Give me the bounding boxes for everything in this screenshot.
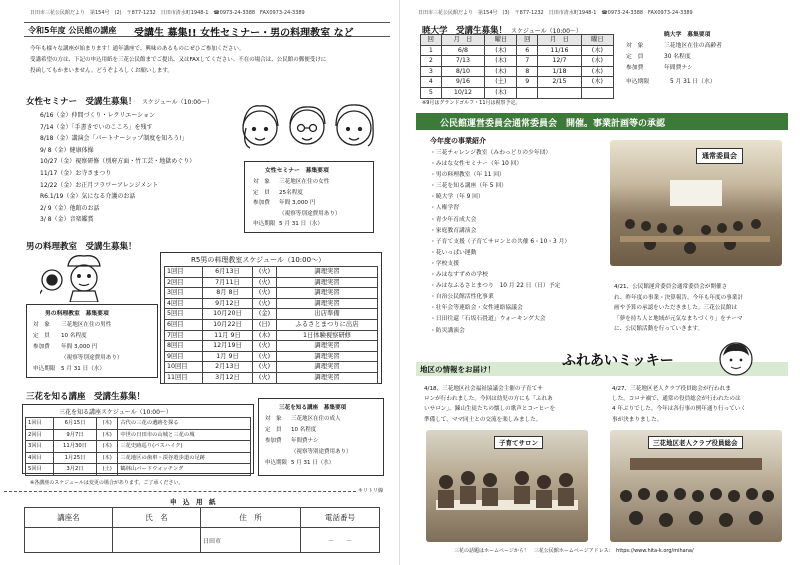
right-header: 日田市三花公民館だより 第154号 (3) 〒877-1232 日田市清水町1948-1 ☎0973-24-3388 FAX0973-24-3389 xyxy=(418,10,693,16)
list-item: ・日田往還「石坂石畳道」ウォーキング大会 xyxy=(430,316,546,323)
club-photo xyxy=(610,430,782,542)
gyo-schedule-label: スケジュール（10:00～） xyxy=(511,28,582,35)
table-cell: 5回目 xyxy=(26,464,54,476)
recruit-title: 暁大学 募集要項 xyxy=(664,32,711,38)
table-header-cell: 回 xyxy=(421,35,442,46)
committee-photo-label: 通常委員会 xyxy=(696,148,743,164)
table-cell: 8 xyxy=(517,66,538,77)
table-cell: 6月15日 xyxy=(54,418,97,430)
cooking-schedule-title: R5男の料理教室スケジュール（10:00～） xyxy=(191,256,326,264)
form-header-course: 講座名 xyxy=(25,508,113,528)
club-text xyxy=(612,384,746,425)
table-cell xyxy=(517,87,538,98)
recruit-title: 女性セミナー 募集要項 xyxy=(265,168,329,174)
table-row xyxy=(165,319,378,330)
table-cell: 3回目 xyxy=(26,441,54,453)
text-line: 準備して、ママ同士との交流を楽しみました。 xyxy=(424,416,542,423)
table-row xyxy=(26,464,251,476)
list-item: 9/ 8（金）健康体操 xyxy=(40,146,94,154)
table-cell: 1回目 xyxy=(26,418,54,430)
cooking-title: 男の料理教室 受講生募集！ xyxy=(26,242,137,252)
table-cell: 調理実習 xyxy=(277,372,378,383)
table-cell: 古代の三花の遺跡を探る xyxy=(118,418,251,430)
table-row xyxy=(421,66,614,77)
table-cell: 調理実習 xyxy=(277,362,378,373)
table-cell: (木) xyxy=(97,418,118,430)
list-item: ・男の料理教室（年 11 回） xyxy=(430,172,505,179)
list-item: ・みはなすずめの学校 xyxy=(430,272,489,279)
left-banner xyxy=(24,22,390,37)
table-cell: 1/18 xyxy=(538,66,582,77)
left-header: 日田市三花公民館だより 第154号 (2) 〒877-1232 日田市清水町1948-1 ☎0973-24-3388 FAX0973-24-3389 xyxy=(30,10,305,16)
list-item: ・暁大学（年 9 回） xyxy=(430,194,484,201)
recruit-rows: 対 象 三花地区在住の成人 定 員 10 名程度 参加費 年間費ナシ （視察等別途費用あり） 申込期限 5 月 31 日（水） xyxy=(265,416,352,466)
list-item: ・自治公民館活性化事業 xyxy=(430,294,494,301)
gyo-title: 暁大学 受講生募集！ xyxy=(422,26,508,36)
table-cell: 調理実習 xyxy=(277,351,378,362)
sanka-title: 三花を知る講座 受講生募集！ xyxy=(26,392,146,402)
table-cell: 10回目 xyxy=(165,362,203,373)
list-item: ・人権学習 xyxy=(430,205,459,212)
table-cell: (木) xyxy=(485,56,517,67)
info-banner-title: ふれあいミッキー xyxy=(562,353,674,369)
cook-illustration-icon xyxy=(40,254,110,302)
table-header-cell: 曜日 xyxy=(581,35,613,46)
list-item: 10/27（金）視察研修（別府方面・竹工芸・地獄めぐり） xyxy=(40,158,196,166)
table-cell: 3月12日 xyxy=(203,372,253,383)
table-cell: 10/12 xyxy=(441,87,485,98)
table-header-cell: 曜日 xyxy=(485,35,517,46)
list-item: 3/ 8（金）音楽鑑賞 xyxy=(40,216,94,224)
right-page xyxy=(400,0,800,565)
cooking-schedule-box xyxy=(160,252,382,384)
intro-line-1: 今年も様々な講座が始まります！通年講座で、興味のあるものにぜひご参加ください。 xyxy=(30,46,245,52)
table-cell: ふるさとまつりに出店 xyxy=(277,319,378,330)
table-row xyxy=(165,330,378,341)
table-cell: 7 xyxy=(517,56,538,67)
table-cell: 9 xyxy=(517,77,538,88)
table-cell: 鶴林山バードウォッチング xyxy=(118,464,251,476)
list-item: ・みはな女性セミナー（年 10 回） xyxy=(430,161,523,168)
table-cell: 2回目 xyxy=(26,429,54,441)
table-cell: 7/13 xyxy=(441,56,485,67)
table-cell: 1月25日 xyxy=(54,452,97,464)
cooking-schedule-table xyxy=(164,266,378,384)
seminar-recruit-box xyxy=(244,161,374,233)
table-cell: 9/16 xyxy=(441,77,485,88)
table-cell: (木) xyxy=(485,45,517,56)
table-cell: 5 xyxy=(421,87,442,98)
table-cell: (火) xyxy=(252,372,276,383)
table-header-cell: 回 xyxy=(517,35,538,46)
desc-line: 「夢を持ち人と地域が元気なまちづくり」をテーマ xyxy=(614,315,743,322)
table-cell: 8月 8日 xyxy=(203,288,253,299)
women-illustration-icon xyxy=(232,98,382,160)
table-cell: 1月 9日 xyxy=(203,351,253,362)
table-cell: 6/8 xyxy=(441,45,485,56)
text-line: いサロン」、錬山生徒たちの懐しの歌声とコーヒーを xyxy=(424,406,556,413)
recruit-rows: 対 象 三花地区在住の女性 定 員 25名程度 参加費 年間 3,000 円 （視察等別途費用あり） 申込期限 5 月 31 日（水） xyxy=(253,179,341,227)
table-cell: 1日体験視察研修 xyxy=(277,330,378,341)
list-item: ・青少年育成大会 xyxy=(430,216,477,223)
list-item: 2/ 9（金）他館のお話 xyxy=(40,204,100,212)
table-cell: 5回目 xyxy=(165,309,203,320)
table-cell: (火) xyxy=(252,288,276,299)
table-cell: (金) xyxy=(252,309,276,320)
footer-homepage: 三花の話題はホームページから！ 三花公民館ホームページアドレス： https://www.hita-k.org/mihana/ xyxy=(454,548,694,554)
table-row xyxy=(421,56,614,67)
table-cell: 3回目 xyxy=(165,288,203,299)
list-item: 7/14（金）「手書きでいのこころ」を残す xyxy=(40,123,153,131)
desc-line: 画や予算の承認をいただきました。三花公民館は xyxy=(614,305,738,311)
salon-photo-label: 子育てサロン xyxy=(494,436,543,449)
list-item: ・学校支援 xyxy=(430,260,459,267)
text-line: 4/18、三花地区社会福祉協議会主催の子育てサ xyxy=(424,386,543,392)
table-row xyxy=(165,267,378,278)
table-row xyxy=(26,441,251,453)
table-cell: (火) xyxy=(252,351,276,362)
table-cell: 調理実習 xyxy=(277,277,378,288)
list-item: ・子育て支援（子育てサロンとの共催 6・10・3 月） xyxy=(430,238,571,245)
table-cell: 三花史跡巡り(バスハイク) xyxy=(118,441,251,453)
table-cell: 調理実習 xyxy=(277,288,378,299)
list-item: 8/18（金）講演会「パートナーシップ制度を知ろう!」 xyxy=(40,135,188,143)
list-item: R6.1/19（金）気になる介護のお話 xyxy=(40,193,136,201)
table-cell: 6回目 xyxy=(165,319,203,330)
table-row xyxy=(165,351,378,362)
table-row xyxy=(421,77,614,88)
form-header-address: 住 所 xyxy=(201,508,301,528)
table-cell xyxy=(581,87,613,98)
table-cell: (木) xyxy=(581,45,613,56)
plan-list xyxy=(430,148,570,337)
intro-line-2: 受講希望の方は、下記の申込用紙を三花公民館までご提出、又はFAXしてください。不在の場合は、公民館の郵便受けに xyxy=(30,57,327,63)
table-cell: 7回目 xyxy=(165,330,203,341)
table-cell: 12/7 xyxy=(538,56,582,67)
table-row xyxy=(165,362,378,373)
table-cell: 調理実習 xyxy=(277,298,378,309)
table-cell: 8/10 xyxy=(441,66,485,77)
list-item: ・花いっぱい運動 xyxy=(430,249,477,256)
list-item: 12/22（金）お正月フラワーアレンジメント xyxy=(40,181,159,189)
form-city-prefix: 日田市 xyxy=(203,537,222,545)
table-header-cell: 月 日 xyxy=(538,35,582,46)
form-header-name: 氏 名 xyxy=(113,508,201,528)
table-cell: 1 xyxy=(421,45,442,56)
table-cell: 12月19日 xyxy=(203,341,253,352)
table-cell: 三花地区の歯車・渓谷遊歩道の足跡 xyxy=(118,452,251,464)
table-cell: 2月13日 xyxy=(203,362,253,373)
table-cell: 11回目 xyxy=(165,372,203,383)
text-line: 4 年ぶりでした。今年は各行事の例年通り行っていく xyxy=(612,406,746,413)
form-course-field[interactable] xyxy=(25,528,113,553)
list-item: 6/16（金）仲間づくり・レクリエーション xyxy=(40,112,155,119)
sanka-recruit-box xyxy=(258,398,384,476)
gyo-schedule-table xyxy=(420,34,614,99)
salon-photo xyxy=(426,430,588,542)
table-cell: 7月11日 xyxy=(203,277,253,288)
salon-text xyxy=(424,384,555,425)
table-cell: 6 xyxy=(517,45,538,56)
table-cell: 3 xyxy=(421,66,442,77)
text-line: 4/27、三花地区老人クラブ役員総会が行われま xyxy=(612,386,731,392)
table-cell: 2 xyxy=(421,56,442,67)
desc-line: れ、昨年度の事業・決算報告、今年も年度の事業計 xyxy=(614,294,743,301)
cut-line-label: キリトリ線 xyxy=(358,488,384,494)
recruit-title: 三花を知る講座 募集要項 xyxy=(279,405,347,411)
table-cell: 2/15 xyxy=(538,77,582,88)
club-photo-label: 三花地区老人クラブ役員総会 xyxy=(648,436,743,449)
table-cell: 調理実習 xyxy=(277,341,378,352)
cooking-recruit-box xyxy=(26,304,158,378)
cut-line xyxy=(4,491,356,492)
sanka-schedule-title: 三花を知る講座スケジュール（10:00～） xyxy=(59,409,172,416)
form-title: 申 込 用 紙 xyxy=(170,498,216,506)
list-item: ・家庭教育講演会 xyxy=(430,227,477,234)
info-banner-left: 地区の情報をお届け！ xyxy=(420,365,495,374)
list-item: ・三花を知る講座（年 5 回） xyxy=(430,183,507,190)
list-item: ・壮年会等連絡会・女性連絡協議会 xyxy=(430,305,523,312)
seminar-schedule-list xyxy=(40,110,195,226)
banner-prefix: 令和5年度 公民館の講座 xyxy=(28,26,117,35)
table-cell: (土) xyxy=(485,77,517,88)
committee-banner xyxy=(416,113,788,130)
table-row xyxy=(421,45,614,56)
intro-text xyxy=(30,44,326,77)
table-cell: (木) xyxy=(485,66,517,77)
plan-title: 今年度の事業紹介 xyxy=(430,137,486,145)
form-phone-field[interactable] xyxy=(301,528,380,553)
committee-desc xyxy=(614,282,743,335)
text-line: 事が決まりました。 xyxy=(612,416,663,423)
seminar-title: 女性セミナー 受講生募集！ xyxy=(26,97,137,107)
form-header-phone: 電話番号 xyxy=(301,508,380,528)
table-cell: (土) xyxy=(97,464,118,476)
table-cell: (木) xyxy=(581,56,613,67)
text-line: ロンが行われました。今回は幼児の方にも「ふれあ xyxy=(424,396,553,403)
table-cell: 1回目 xyxy=(165,267,203,278)
table-row xyxy=(26,452,251,464)
form-name-field[interactable] xyxy=(113,528,201,553)
table-row xyxy=(165,372,378,383)
application-form xyxy=(24,507,380,553)
table-cell: (木) xyxy=(97,441,118,453)
sanka-schedule-box xyxy=(22,404,254,474)
list-item: ・みはなふるさとまつり 10 月 22 日（日）予定 xyxy=(430,283,561,290)
table-cell: (火) xyxy=(252,298,276,309)
table-cell: 11/16 xyxy=(538,45,582,56)
list-item: 11/17（金）お寺さまつり xyxy=(40,169,112,177)
table-cell: (木) xyxy=(252,330,276,341)
table-cell: 9月7日 xyxy=(54,429,97,441)
table-cell: 9回目 xyxy=(165,351,203,362)
gyo-note: ※9月はグランドゴルフ・11月は視察予定。 xyxy=(422,100,521,106)
table-cell: 4回目 xyxy=(26,452,54,464)
table-row xyxy=(165,309,378,320)
table-header-cell: 月 日 xyxy=(441,35,485,46)
table-cell: (木) xyxy=(485,87,517,98)
table-cell: (木) xyxy=(581,77,613,88)
form-address-field[interactable] xyxy=(201,528,301,553)
table-cell: 8回目 xyxy=(165,341,203,352)
table-cell: (火) xyxy=(252,267,276,278)
table-cell: (火) xyxy=(252,277,276,288)
sanka-note: ※各講座のスケジュールは変更の場合があります。ご了承ください。 xyxy=(30,480,184,486)
list-item: ・三花チャレンジ教室（みわっどりの少年団） xyxy=(430,150,552,156)
recruit-rows: 対 象 三花地区在住の男性 定 員 10 名程度 参加費 年間 3,000 円 （視察等別途費用あり） 申込期限 5 月 31 日（水） xyxy=(33,322,123,372)
table-cell: (火) xyxy=(252,341,276,352)
table-cell: 10月20日 xyxy=(203,309,253,320)
table-cell: (木) xyxy=(97,429,118,441)
banner-title: 受講生 募集!! 女性セミナー・男の料理教室 など xyxy=(134,28,354,39)
mickey-mascot-icon xyxy=(718,340,754,378)
table-cell xyxy=(538,87,582,98)
table-cell: 9月12日 xyxy=(203,298,253,309)
table-row xyxy=(26,429,251,441)
table-cell: 調理実習 xyxy=(277,267,378,278)
table-row xyxy=(165,288,378,299)
sanka-schedule-table xyxy=(25,417,251,476)
list-item: ・防災講演会 xyxy=(430,327,465,334)
desc-line: に、公民館活動を行っていきます。 xyxy=(614,326,704,332)
table-cell: 11月30日 xyxy=(54,441,97,453)
table-cell: 出店準備 xyxy=(277,309,378,320)
table-cell: 6月13日 xyxy=(203,267,253,278)
table-cell: 2回目 xyxy=(165,277,203,288)
gyo-recruit: 暁大学 募集要項 対 象 三花地区在住の高齢者 定 員 30 名程度 参加費 年間費ナシ 申込期限 5 月 31 日（水） xyxy=(626,32,722,85)
table-row xyxy=(26,418,251,430)
seminar-schedule-label: スケジュール（10:00～） xyxy=(142,99,213,106)
table-cell: (木) xyxy=(97,452,118,464)
table-cell: (火) xyxy=(252,362,276,373)
table-row xyxy=(165,277,378,288)
recruit-title: 男の料理教室 募集要項 xyxy=(45,311,109,317)
table-cell: 4回目 xyxy=(165,298,203,309)
committee-banner-text: 公民館運営委員会通常委員会 開催。事業計画等の承認 xyxy=(440,119,666,129)
table-cell: 11月 9日 xyxy=(203,330,253,341)
committee-photo xyxy=(610,140,782,266)
table-cell: 10月22日 xyxy=(203,319,253,330)
desc-line: 4/21、公民館運営委員会通常委員会が開催さ xyxy=(614,284,728,290)
text-line: した。コロナ禍で、通常の役員総会が行われたのは xyxy=(612,396,741,403)
table-cell: (木) xyxy=(581,66,613,77)
intro-line-3: 投函してもかまいません。どうぞよろしくお願いします。 xyxy=(30,68,173,74)
table-row xyxy=(421,87,614,98)
table-cell: 中世の日田市の山城と三花の城 xyxy=(118,429,251,441)
table-cell: (日) xyxy=(252,319,276,330)
table-row xyxy=(165,341,378,352)
table-cell: 3月2日 xyxy=(54,464,97,476)
form-phone-dash: － － xyxy=(327,537,352,545)
table-row xyxy=(165,298,378,309)
table-cell: 4 xyxy=(421,77,442,88)
